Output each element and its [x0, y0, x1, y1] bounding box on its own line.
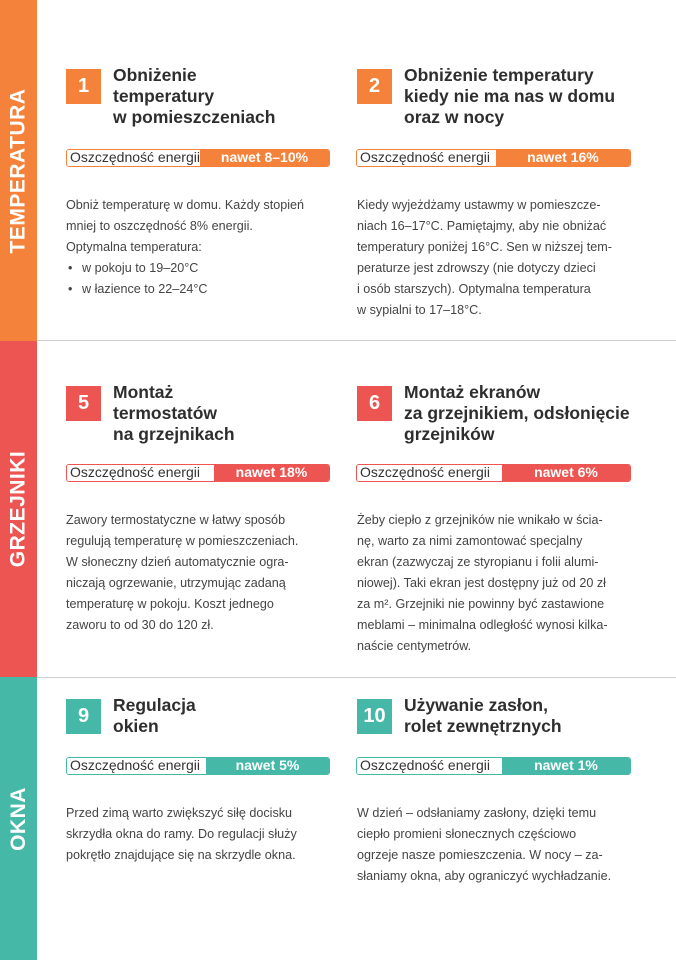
tip-card [66, 695, 346, 945]
savings-label: Oszczędność energii [67, 465, 200, 481]
tip-card [357, 382, 637, 662]
savings-value: nawet 16% [496, 150, 630, 166]
tip-title: Używanie zasłon, rolet zewnętrznych [404, 695, 562, 736]
savings-label: Oszczędność energii [67, 150, 200, 166]
savings-bar [356, 149, 631, 167]
tip-description: Obniż temperaturę w domu. Każdy stopień mniej to oszczędność 8% energii. Optymalna temperatura: • w pokoju to 19–20°C • w łazience to 22–24°C [66, 195, 351, 300]
savings-bar [66, 149, 330, 167]
tip-title: Regulacja okien [113, 695, 196, 736]
section-label: GRZEJNIKI [6, 450, 30, 568]
section-band-temperatura [0, 0, 37, 341]
tip-title: Montaż termostatów na grzejnikach [113, 382, 235, 444]
tip-description: Żeby ciepło z grzejników nie wnikało w ścia- nę, warto za nimi zamontować specjalny ekran (zazwyczaj ze styropianu i folii alumi- niowej). Taki ekran jest dostępny już od 20 zł za m². Grzejniki nie powinny być zastawione meblami – minimalna odległość wynosi kilka- naście centymetrów. [357, 513, 608, 653]
savings-value: nawet 8–10% [200, 150, 329, 166]
tip-number: 10 [357, 699, 392, 734]
section-divider [37, 340, 676, 341]
tip-number: 9 [66, 699, 101, 734]
tip-card [357, 695, 637, 945]
section-band-okna [0, 677, 37, 960]
savings-value: nawet 1% [502, 758, 630, 774]
tip-card [357, 65, 637, 335]
tip-card [66, 382, 346, 662]
savings-bar [66, 757, 330, 775]
savings-label: Oszczędność energii [357, 150, 490, 166]
bullet-list [66, 258, 351, 300]
tip-description: W dzień – odsłaniamy zasłony, dzięki temu ciepło promieni słonecznych częściowo ogrzeje nasze pomieszczenia. W nocy – za- słaniamy okna, aby ograniczyć wychładzanie. [357, 806, 612, 883]
tip-number: 1 [66, 69, 101, 104]
savings-value: nawet 18% [214, 465, 329, 481]
section-band-grzejniki [0, 341, 37, 677]
tip-title: Obniżenie temperatury w pomieszczeniach [113, 65, 276, 127]
tip-description: Zawory termostatyczne w łatwy sposób regulują temperaturę w pomieszczeniach. W słoneczny dzień automatycznie ogra- niczają ogrzewanie, utrzymując zadaną temperaturę w pokoju. Koszt jednego zaworu to od 30 do 120 zł. [66, 513, 299, 632]
savings-bar [356, 757, 631, 775]
tip-number: 6 [357, 386, 392, 421]
savings-label: Oszczędność energii [67, 758, 200, 774]
tip-number: 5 [66, 386, 101, 421]
section-label: TEMPERATURA [6, 88, 30, 253]
savings-value: nawet 5% [206, 758, 329, 774]
tip-number: 2 [357, 69, 392, 104]
tip-title: Montaż ekranów za grzejnikiem, odsłonięcie grzejników [404, 382, 630, 444]
tip-title: Obniżenie temperatury kiedy nie ma nas w domu oraz w nocy [404, 65, 616, 127]
savings-label: Oszczędność energii [357, 758, 490, 774]
tip-description: Kiedy wyjeżdżamy ustawmy w pomieszcze- niach 16–17°C. Pamiętajmy, aby nie obniżać temperatury poniżej 16°C. Sen w niższej tem- peraturze jest zdrowszy (nie dotyczy dzieci i osób starszych). Optymalna temperatura w sypialni to 17–18°C. [357, 198, 612, 317]
savings-value: nawet 6% [502, 465, 630, 481]
savings-label: Oszczędność energii [357, 465, 490, 481]
savings-bar [356, 464, 631, 482]
savings-bar [66, 464, 330, 482]
list-item: • w pokoju to 19–20°C [66, 258, 351, 279]
section-divider [37, 677, 676, 678]
tip-description: Przed zimą warto zwiększyć siłę docisku skrzydła okna do ramy. Do regulacji służy pokrętło znajdujące się na skrzydle okna. [66, 806, 297, 862]
section-label: OKNA [6, 786, 30, 851]
list-item: • w łazience to 22–24°C [66, 279, 351, 300]
tip-card [66, 65, 346, 335]
